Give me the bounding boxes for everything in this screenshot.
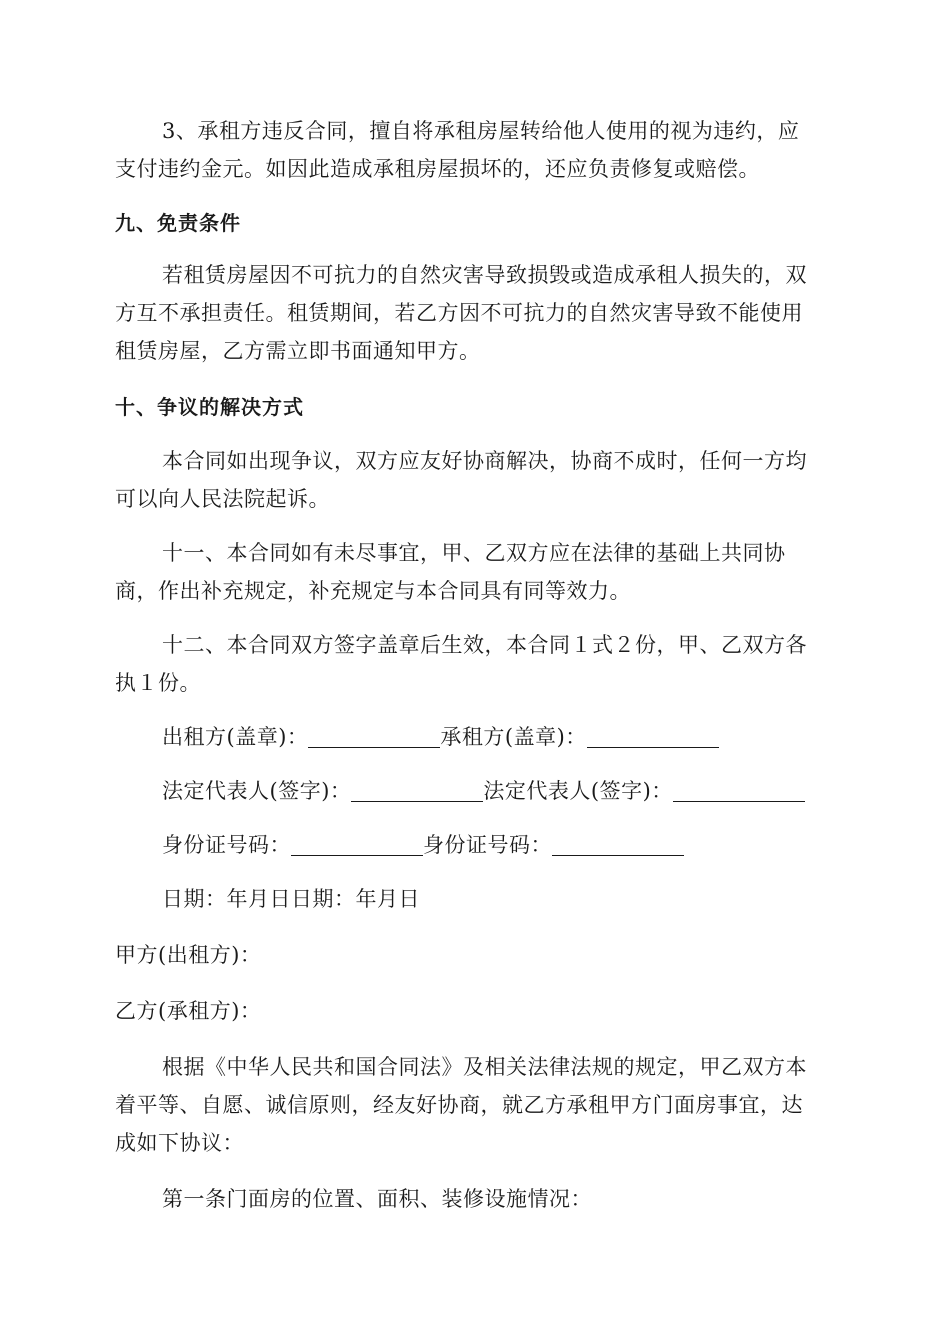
preamble-line-1: 根据《中华人民共和国合同法》及相关法律法规的规定，甲乙双方本 — [162, 1055, 807, 1079]
article-1-heading: 第一条门面房的位置、面积、装修设施情况： — [162, 1187, 592, 1211]
legal-rep-label-2: 法定代表人(签字)： — [483, 779, 673, 803]
id-label-2: 身份证号码： — [423, 833, 552, 857]
party-b-label: 乙方(承租方)： — [115, 999, 262, 1023]
clause-3-line-1: 3、承租方违反合同，擅自将承租房屋转给他人使用的视为违约，应 — [162, 119, 800, 143]
lessor-seal-blank[interactable] — [308, 727, 440, 748]
legal-rep-blank-2[interactable] — [673, 781, 805, 802]
signature-seal-row — [162, 722, 719, 752]
section-9-heading: 九、免责条件 — [115, 211, 241, 235]
section-10-line-2: 可以向人民法院起诉。 — [115, 487, 330, 511]
lessee-seal-label: 承租方(盖章)： — [440, 725, 587, 749]
clause-3-line-2: 支付违约金元。如因此造成承租房屋损坏的，还应负责修复或赔偿。 — [115, 157, 760, 181]
section-11-line-2: 商，作出补充规定，补充规定与本合同具有同等效力。 — [115, 579, 631, 603]
section-12-line-2: 执１份。 — [115, 671, 201, 695]
section-10-line-1: 本合同如出现争议，双方应友好协商解决，协商不成时，任何一方均 — [162, 449, 807, 473]
lessor-seal-label: 出租方(盖章)： — [162, 725, 309, 749]
id-blank-1[interactable] — [291, 835, 423, 856]
party-a-label: 甲方(出租方)： — [115, 943, 262, 967]
lessee-seal-blank[interactable] — [587, 727, 719, 748]
section-9-line-2: 方互不承担责任。租赁期间，若乙方因不可抗力的自然灾害导致不能使用 — [115, 301, 803, 325]
legal-rep-label-1: 法定代表人(签字)： — [162, 779, 352, 803]
section-9-line-3: 租赁房屋，乙方需立即书面通知甲方。 — [115, 339, 481, 363]
preamble-line-3: 成如下协议： — [115, 1131, 244, 1155]
signature-date-row: 日期：年月日日期：年月日 — [162, 887, 420, 911]
id-label-1: 身份证号码： — [162, 833, 291, 857]
preamble-line-2: 着平等、自愿、诚信原则，经友好协商，就乙方承租甲方门面房事宜，达 — [115, 1093, 803, 1117]
legal-rep-blank-1[interactable] — [351, 781, 483, 802]
section-9-line-1: 若租赁房屋因不可抗力的自然灾害导致损毁或造成承租人损失的，双 — [162, 263, 807, 287]
section-12-line-1: 十二、本合同双方签字盖章后生效，本合同１式２份，甲、乙双方各 — [162, 633, 807, 657]
signature-legal-rep-row — [162, 776, 805, 806]
id-blank-2[interactable] — [552, 835, 684, 856]
signature-id-row — [162, 830, 684, 860]
section-10-heading: 十、争议的解决方式 — [115, 395, 304, 419]
section-11-line-1: 十一、本合同如有未尽事宜，甲、乙双方应在法律的基础上共同协 — [162, 541, 786, 565]
